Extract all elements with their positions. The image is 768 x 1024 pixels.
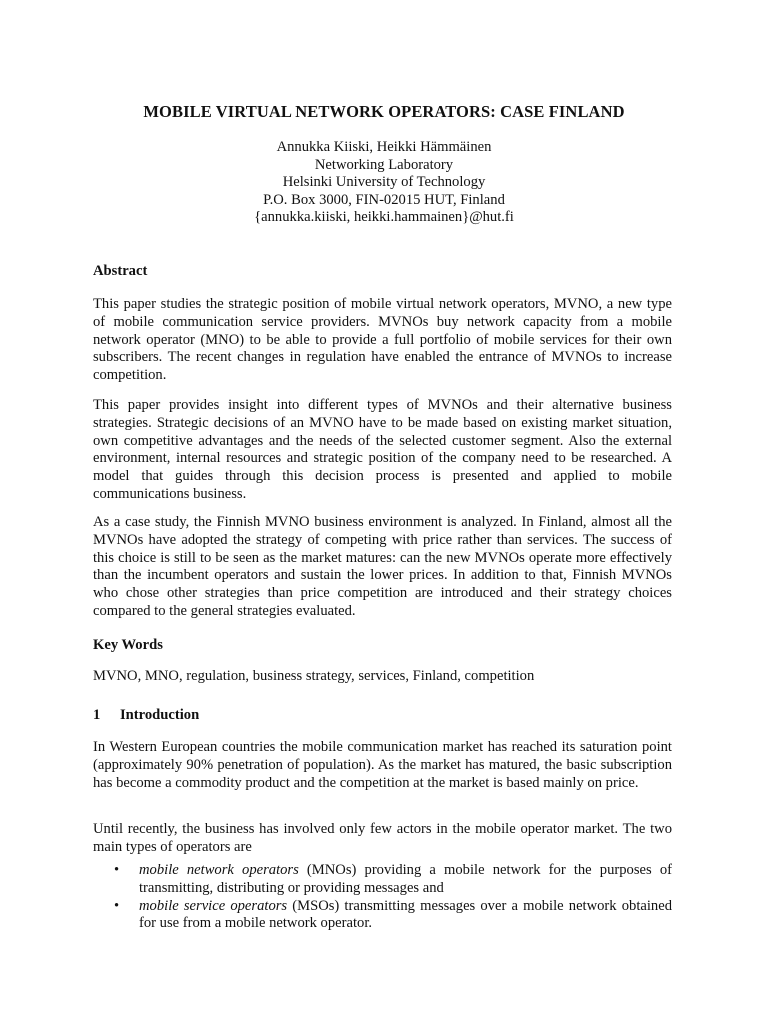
introduction-paragraph-2: Until recently, the business has involved only few actors in the mobile operator market. The two main types of operators are <box>93 821 672 855</box>
list-item-text: (MNOs) providing a mobile network for the purposes of transmitting, distributing or providing messages and <box>139 862 672 896</box>
list-item-term: mobile service operators <box>139 897 288 914</box>
list-item <box>93 862 672 898</box>
paper-title: MOBILE VIRTUAL NETWORK OPERATORS: CASE FINLAND <box>143 102 625 121</box>
introduction-heading <box>93 706 672 724</box>
abstract-paragraph-1: This paper studies the strategic position of mobile virtual network operators, MVNO, a new type of mobile communication service providers. MVNOs buy network capacity from a mobile network operator (MNO) to be able to provide a full portfolio of mobile services for their own subscribers. The recent changes in regulation have enabled the entrance of MVNOs to increase competition. <box>93 296 672 384</box>
affiliation-line: P.O. Box 3000, FIN-02015 HUT, Finland <box>263 191 505 208</box>
keywords-heading: Key Words <box>93 637 163 653</box>
bullet-icon: • <box>114 897 120 914</box>
keywords-text: MVNO, MNO, regulation, business strategy, services, Finland, competition <box>93 668 535 684</box>
author-emails: {annukka.kiiski, heikki.hammainen}@hut.fi <box>254 209 514 226</box>
list-item-term: mobile network operators <box>139 862 299 878</box>
affiliation-line: Networking Laboratory <box>314 156 454 173</box>
bullet-icon: • <box>114 862 120 878</box>
abstract-heading: Abstract <box>93 263 148 279</box>
author-block <box>0 139 768 227</box>
section-title: Introduction <box>120 707 200 723</box>
affiliation-line: Helsinki University of Technology <box>282 174 486 191</box>
section-number: 1 <box>93 707 101 723</box>
operator-types-list <box>93 862 672 933</box>
abstract-paragraph-3: As a case study, the Finnish MVNO business environment is analyzed. In Finland, almost all the MVNOs have adopted the strategy of competing with price rather than services. The success of this choice is still to be seen as the market matures: can the new MVNOs operate more effectively than the incumbent operators and sustain the lower prices. In addition to that, Finnish MVNOs who chose other strategies than price competition are introduced and their strategy choices compared to the general strategies evaluated. <box>93 514 672 619</box>
list-item-text: (MSOs) transmitting messages over a mobile network obtained for use from a mobile network operator. <box>139 897 672 932</box>
author-names: Annukka Kiiski, Heikki Hämmäinen <box>276 139 492 155</box>
abstract-paragraph-2: This paper provides insight into different types of MVNOs and their alternative business strategies. Strategic decisions of an MVNO have to be made based on existing market situation, own competitive advantages and the needs of the selected customer segment. Also the external environment, internal resources and strategic position of the company need to be researched. A model that guides through this decision process is presented and applied to mobile communications business. <box>93 397 672 502</box>
introduction-paragraph-1: In Western European countries the mobile communication market has reached its saturation point (approximately 90% penetration of population). As the market has matured, the basic subscription has become a commodity product and the competition at the market is based mainly on price. <box>93 739 672 791</box>
list-item <box>93 898 672 934</box>
